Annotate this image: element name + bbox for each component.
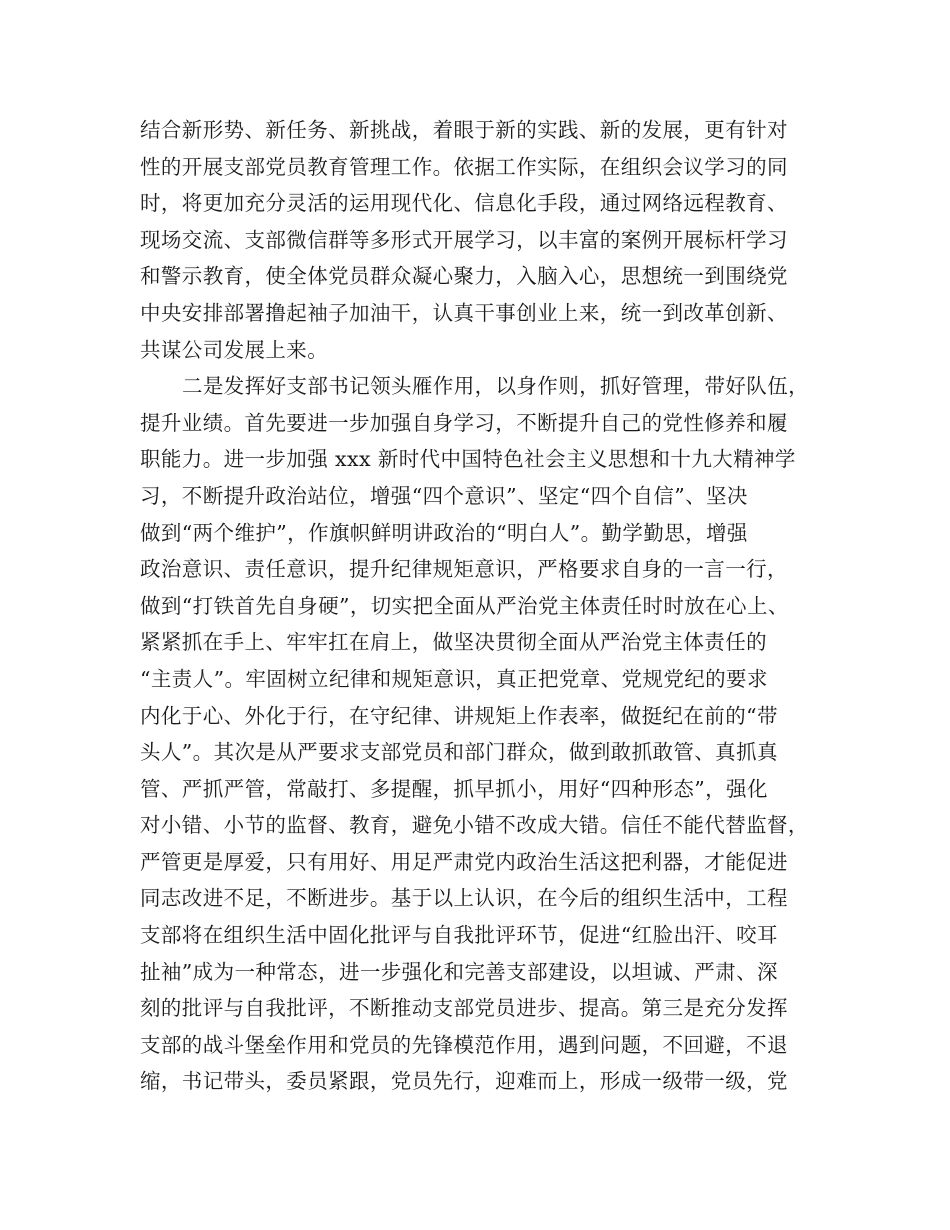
text-line: 做到“两个维护”，作旗帜鲜明讲政治的“明白人”。勤学勤思，增强 bbox=[140, 520, 748, 545]
text-line: 对小错、小节的监督、教育，避免小错不改成大错。信任不能代替监督， bbox=[140, 813, 809, 838]
text-line: 时，将更加充分灵活的运用现代化、信息化手段，通过网络远程教育、 bbox=[140, 191, 788, 216]
text-line: 共谋公司发展上来。 bbox=[140, 337, 329, 362]
text-line: 和警示教育，使全体党员群众凝心聚力，入脑入心，思想统一到围绕党 bbox=[140, 264, 788, 289]
body-text bbox=[140, 112, 830, 1100]
text-line: 性的开展支部党员教育管理工作。依据工作实际，在组织会议学习的同 bbox=[140, 154, 788, 179]
text-line: 内化于心、外化于行，在守纪律、讲规矩上作表率，做挺纪在前的“带 bbox=[140, 703, 778, 728]
text-line: 缩，书记带头，委员紧跟，党员先行，迎难而上，形成一级带一级，党 bbox=[140, 1069, 788, 1094]
text-line: 政治意识、责任意识，提升纪律规矩意识，严格要求自身的一言一行， bbox=[140, 557, 788, 582]
text-line: “主责人”。牢固树立纪律和规矩意识，真正把党章、党规党纪的要求 bbox=[140, 666, 768, 691]
text-line: 头人”。其次是从严要求支部党员和部门群众，做到敢抓敢管、真抓真 bbox=[140, 740, 778, 765]
text-line: 同志改进不足，不断进步。基于以上认识，在今后的组织生活中，工程 bbox=[140, 886, 788, 911]
text-line: 职能力。进一步加强 xxx 新时代中国特色社会主义思想和十九大精神学 bbox=[140, 447, 796, 472]
text-line: 做到“打铁首先自身硬”，切实把全面从严治党主体责任时时放在心上、 bbox=[140, 593, 789, 618]
paragraph-start-line: 二是发挥好支部书记领头雁作用，以身作则，抓好管理，带好队伍， bbox=[182, 374, 809, 399]
text-line: 提升业绩。首先要进一步加强自身学习，不断提升自己的党性修养和履 bbox=[140, 410, 788, 435]
text-line: 结合新形势、新任务、新挑战，着眼于新的实践、新的发展，更有针对 bbox=[140, 118, 788, 142]
text-line: 支部将在组织生活中固化批评与自我批评环节，促进“红脸出汗、咬耳 bbox=[140, 923, 778, 948]
text-line: 中央安排部署撸起袖子加油干，认真干事创业上来，统一到改革创新、 bbox=[140, 300, 788, 325]
text-line: 严管更是厚爱，只有用好、用足严肃党内政治生活这把利器，才能促进 bbox=[140, 849, 788, 874]
text-line: 习，不断提升政治站位，增强“四个意识”、坚定“四个自信”、坚决 bbox=[140, 483, 748, 508]
text-line: 紧紧抓在手上、牢牢扛在肩上，做坚决贯彻全面从严治党主体责任的 bbox=[140, 630, 767, 655]
text-line: 刻的批评与自我批评，不断推动支部党员进步、提高。第三是充分发挥 bbox=[140, 996, 788, 1021]
text-line: 管、严抓严管，常敲打、多提醒，抓早抓小，用好“四种形态”，强化 bbox=[140, 776, 768, 801]
text-line: 扯袖”成为一种常态，进一步强化和完善支部建设，以坦诚、严肃、深 bbox=[140, 959, 778, 984]
text-line: 支部的战斗堡垒作用和党员的先锋模范作用，遇到问题，不回避，不退 bbox=[140, 1032, 788, 1057]
text-line: 现场交流、支部微信群等多形式开展学习，以丰富的案例开展标杆学习 bbox=[140, 227, 788, 252]
